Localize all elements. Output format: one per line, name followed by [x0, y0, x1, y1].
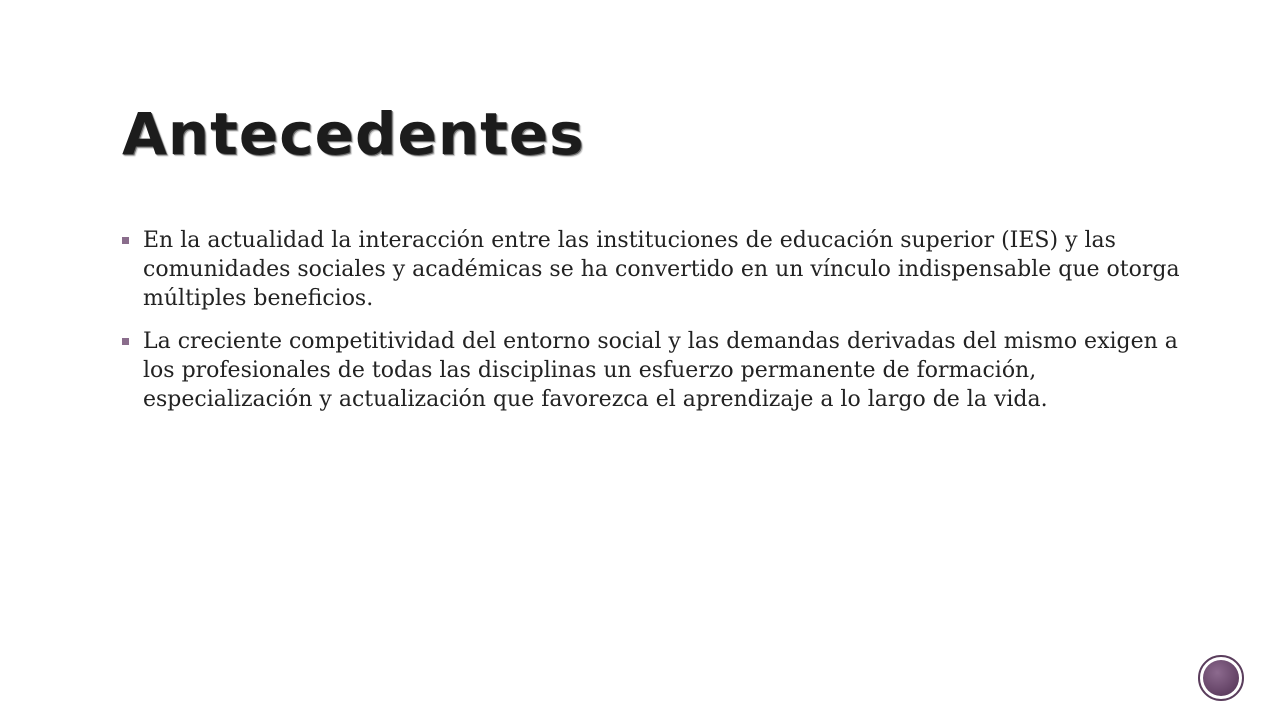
- slide-title: Antecedentes: [122, 100, 585, 168]
- bullet-text: En la actualidad la interacción entre las instituciones de educación superior (IES) y las comunidades sociales y académicas se ha convertido en un vínculo indispensable que otorga múltiples beneficios.: [143, 228, 1180, 311]
- bullet-list: [122, 226, 1182, 428]
- bullet-text: La creciente competitividad del entorno social y las demandas derivadas del mismo exigen a los profesionales de todas las disciplinas un esfuerzo permanente de formación, especialización y actualización que favorezca el aprendizaje a lo largo de la vida.: [143, 329, 1178, 412]
- bullet-item: [122, 327, 1182, 414]
- badge-fill: [1203, 660, 1239, 696]
- square-bullet-icon: [122, 338, 129, 345]
- square-bullet-icon: [122, 237, 129, 244]
- circle-badge-icon: [1198, 655, 1244, 701]
- bullet-item: [122, 226, 1182, 313]
